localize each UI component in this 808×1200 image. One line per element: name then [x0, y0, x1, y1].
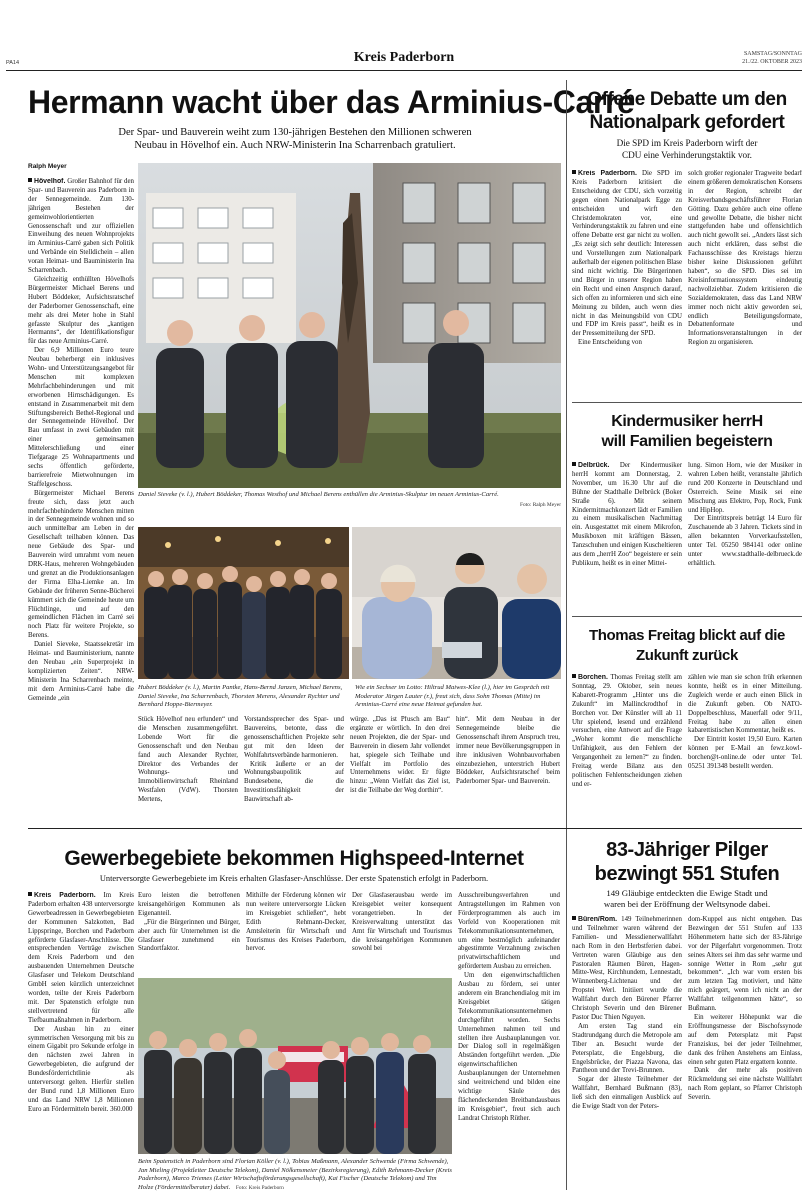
subheadline-line-1: 149 Gläubige entdeckten die Ewige Stadt und: [606, 888, 768, 898]
article-column: [244, 716, 344, 816]
paragraph: Ein weiterer Höhepunkt war die Eröffnungsmesse der Bischofssynode auf dem Petersplatz mit Papst Franziskus, bei der jeder Teilnehmer, dank des frühen Anstehens am Einlass, einen sehr guten Platz ergattern konnte.: [688, 1013, 802, 1066]
headline-line-2: Zukunft zurück: [636, 647, 738, 664]
author: Ralph Meyer: [28, 163, 67, 170]
headline: [572, 626, 802, 666]
paragraph: Thomas Freitag stellt am Sonntag, 29. Oktober, sein neues Kabarett-Programm „Hinter uns die Zukunft“ im Mallinckrodthof in Borchen vor. Der Künstler will ab 11 Uhr spielend, lesend und erzählend versuchen, eine Antwort auf die Frage „Woher kommt die menschliche Unfähigkeit, aus den Fehlern der Vergangenheit zu lernen?“ zu finden. Freitag werde Bilanz aus den politischen Fehlentscheidungen ziehen und er-: [572, 674, 682, 788]
article-column: [138, 716, 238, 816]
photo-group-guests: [138, 527, 349, 679]
paragraph: Gleichzeitig enthüllten Hövelhofs Bürgermeister Michael Berens und Hubert Böddeker, Aufsichtsratschef der Paderborner Genossenschaft, eine mehr als drei Meter hohe in Stahl gefasste Skulptur des „kantigen Hermanns“, der Identifikationsfigur für das neue Arminius-Carré.: [28, 275, 134, 346]
paragraph: würge. „Das ist Pfusch am Bau“ ergänzte er wörtlich. In den drei neuen Projekten, die der Spar- und Bauverein in diesem Jahr vollendet hat, spiegele sich Teilhabe und Vielfalt im Portfolio des Unternehmens wider. Er fügte hinzu: „Wenn Vielfalt das Ziel ist, ist die Teilhabe der Weg dorthin“.: [350, 716, 450, 795]
paragraph: Der Kindermusiker herrH kommt am Donnerstag, 2. November, um 16.30 Uhr auf die Bühne der Stadthalle Delbrück (Boker Straße 6). Mit seinem Kindermitmachkonzert lädt er Familien zu einem musikalischen Nachmittag ein. Ausgestattet mit einem Mikrofon, Musikboxen mit kräftigen Bässen, Tanzschuhen und einigen Kuscheltieren aus dem „herrH Zoo“ begeistere er sein Publikum, heißt es in einer Mittei-: [572, 462, 682, 567]
paragraph: 149 Teilnehmerinnen und Teilnehmer waren während der Familien- und Messdienerwallfahrt nach Rom in den Herbstferien dabei. Vertreten waren Gläubige aus den Pastoralen Räumen Büren, Hagen-Mitte-West, Kirchhundem, Lennestadt, Wünnenberg-Lichtenau und der Propstei Werl. Initiiert wurde die Wallfahrt durch den Bürener Pfarrer Christoph Severin und den Bürener Pastor Duc Thien Nguyen.: [572, 916, 682, 1021]
subheadline-line-2: Neubau in Hövelhof ein. Auch NRW-Ministerin Ina Scharrenbach gratuliert.: [134, 140, 456, 151]
dateline: Büren/Rom.: [578, 916, 618, 923]
article-column: [28, 178, 134, 710]
paragraph: Der Ausbau hin zu einer symmetrischen Versorgung mit bis zu einem Gigabit pro Sekunde erfolge in den nächsten zwei Jahren in Gewerbegebieten, die aufgrund der Bundesförderrichtlinie als unterversorgt gelten. Hierfür stellen der Bund rund 1,8 Millionen Euro und das Land NRW 1,8 Millionen Euro an Fördermitteln bereit. 360.000: [28, 1025, 134, 1113]
subheadline: Unterversorgte Gewerbegebiete im Kreis erhalten Glasfaser-Anschlüsse. Der erste Spatenstich erfolgt in Paderborn.: [99, 874, 489, 883]
subheadline-line-1: Die SPD im Kreis Paderborn wirft der: [616, 138, 758, 148]
headline: Hermann wacht über das Arminius-Carré: [28, 84, 635, 120]
caption-text: Beim Spatenstich in Paderborn sind Florian Köller (v. l.), Tobias Maßmann, Alexander Schwende (Firma Schwende), Jan Mieling (Projektleiter Deutsche Telekom), Daniel Nölkensmeier (Bezirksregierung), Edith Rehmann-Decker (Kreis Paderborn), Marco Triemes (Leiter Wirtschaftsförderungsgesellschaft), Kai Fischer (Deutsche Telekom) und Tim Holze (Fördermittelberater) dabei.: [138, 1158, 452, 1191]
paragraph: „Für die Bürgerinnen und Bürger, aber auch für Unternehmen ist die Glasfaser zunehmend ein Standortfaktor.: [138, 918, 240, 953]
paragraph: Eine Entscheidung von: [578, 339, 642, 347]
article-column: [688, 170, 802, 396]
article-divider: [572, 402, 802, 403]
column-divider: [566, 80, 567, 1190]
photo-caption: Hubert Böddeker (v. l.), Martin Pantke, Hans-Bernd Janzen, Michael Berens, Daniel Sieveke, Ina Scharrenbach, Thorsten Merens, Alexander Rychter und Bernhard Hoppe-Biermeyer.: [138, 684, 343, 709]
subheadline-line-2: waren bei der Eröffnung der Weltsynode dabei.: [603, 899, 771, 910]
subheadline: [60, 126, 530, 152]
paragraph: Vorstandssprecher des Spar- und Bauvereins, betonte, dass die genossenschaftlichen Projekte sehr gut mit den Ideen der Wohlfahrtsverbände harmonieren.: [244, 716, 344, 759]
dateline: Kreis Paderborn.: [578, 170, 637, 177]
article-column: [572, 170, 682, 396]
paragraph: Um den eigenwirtschaftlichen Ausbau zu fördern, sei unter anderem ein Branchendialog mit im Kreisgebiet tätigen Telekommunikationsunternehmen durchgeführt worden. Sechs Unternehmen nahmen teil und stellten ihre Ausbauplanungen vor. Der Dialog soll in regelmäßigen Abständen fortgeführt werden. „Die eigenwirtschaftlichen Ausbauplanungen der Unternehmen sind weitreichend und bilden eine wichtige Säule des flächendeckenden Breitbandausbaus im Kreisgebiet“, freut sich auch Landrat Christoph Rüther.: [458, 972, 560, 1122]
photo-credit: Foto: Ralph Meyer: [519, 502, 561, 508]
paragraph: Daniel Sieveke, Staatssekretär im Heimat- und Bauministerium, nannte den Neubau „ein Superprojekt in komplizierten Zeiten“. NRW-Ministerin Ina Scharrenbach meinte, mit dem Arminius-Carré habe die Gemeinde „ein: [28, 641, 134, 702]
paragraph: Der Eintrittspreis beträgt 14 Euro für Zuschauende ab 3 Jahren. Tickets sind in allen bekannten Vorverkaufsstellen, unter Tel. 05250 984141 oder online unter www.stadthalle-delbrueck.de erhältlich.: [688, 515, 802, 567]
paragraph: Ausschreibungsverfahren und Antragstellungen im Rahmen von Förderprogrammen als auch im Vorfeld von Kooperationen mit Telekommunikationsunternehmen, um eine bestmöglich aufeinander abgestimmte Verzahnung zwischen privatwirtschaftlichem und gefördertem Ausbau zu erreichen.: [458, 892, 560, 971]
paragraph: Der 6,9 Millionen Euro teure Neubau beherbergt ein inklusives Wohn- und Unterstützungsangebot für Menschen mit komplexen Mehrfachbehinderungen und mit erworbenen Hirnschädigungen. Es entstand in Zusammenarbeit mit dem Stiftungsbereich Bethel-Regional und der Sennegemeinde Hövelhof. Der Bau umfasst in zwei Gebäuden mit einer gemeinsamen Mittelerschließung und einer Tiefgarage 25 Wohnapartments und sechs öffentlich geförderte, barrierefreie Mietwohnungen im Staffelgeschoss.: [28, 347, 134, 488]
photo-groundbreaking: [138, 978, 452, 1154]
masthead-rule: [6, 70, 802, 71]
subheadline-line-2: CDU eine Verhinderungstaktik vor.: [622, 149, 752, 160]
article-column: [688, 674, 802, 820]
headline: [572, 412, 802, 452]
bullet-icon: [572, 916, 576, 920]
issue-date-day: SAMSTAG/SONNTAG: [743, 51, 802, 57]
paragraph: lung. Simon Horn, wie der Musiker in wahren Leben heißt, veranstalte jährlich rund 200 Konzerte in Deutschland und Österreich. Seine Musik sei eine Mischung aus Elektro, Pop, Rock, Funk und HipHop.: [688, 462, 802, 514]
article-column: [572, 674, 682, 820]
article-column: [350, 716, 450, 816]
article-column: [352, 892, 452, 974]
photo-credit: Foto: Kreis Paderborn: [235, 1184, 284, 1191]
bullet-icon: [28, 892, 32, 896]
headline-line-1: Thomas Freitag blickt auf die: [589, 627, 785, 644]
dateline: Borchen.: [578, 674, 608, 681]
paragraph: Dank der mehr als positiven Rückmeldung sei eine nächste Wallfahrt nach Rom geplant, so Pfarrer Christoph Severin.: [688, 1067, 802, 1102]
article-column: [456, 716, 560, 816]
dateline: Kreis Paderborn.: [34, 892, 96, 899]
section-divider: [28, 828, 802, 829]
article-column: [28, 892, 134, 1194]
subheadline: [572, 138, 802, 161]
paragraph: solch großer regionaler Tragweite bedarf einem größeren demokratischen Konsens in der Region, schreibt der Kreisverbandsgeschäftsführer Florian Götting. Dazu gehöre auch eine offene und gewollte Debatte, die bisher nicht stattgefunden habe und offensichtlich auch nicht gewollt sei. „Anders lässt sich auch nicht erklären, dass selbst die Fachausschüsse des Kreistags hierzu bisher keine Diskussionen geführt haben“, so die SPD. Dies sei im Kreisinformationssystem eindeutig nachvollziehbar. Zudem kritisieren die Sozialdemokraten, dass das Land NRW immer noch nicht aktiv geworden sei, endlich Beteiligungsformate, Debattenformate und Informationsveranstaltungen in der Region zu organisieren.: [688, 170, 802, 347]
bullet-icon: [572, 170, 576, 174]
paragraph: dom-Kuppel aus nicht entgehen. Das Bezwingen der 551 Stufen auf 133 Höhenmetern hatte sich der 83-Jährige vor der Pilgerfahrt vorgenommen. Trotz seines Alters sei ihm das sehr warme und sonnige Wetter in Rom „sehr gut bekommen“. „Ich war vom ersten bis zum letzten Tag motiviert, und hätte mich geärgert, wenn ich nicht an der Wallfahrt teilgenommen hätte“, so Bußmann.: [688, 916, 802, 1013]
subheadline: [572, 888, 802, 910]
page-number: PA14: [6, 60, 20, 66]
paragraph: Stück Hövelhof neu erfunden“ und die Menschen zusammengeführt. Lobende Wort für die Genossenschaft und den Neubau fand auch Alexander Rychter, Direktor des Verbandes der Wohnungs- und Immobilienwirtschaft Rheinland Westfalen (VdW). Thorsten Mertens,: [138, 716, 238, 804]
section-title: Kreis Paderborn: [353, 50, 455, 65]
paragraph: Bürgermeister Michael Berens freute sich, dass jetzt auch mehrfachbehinderte Menschen mitten in der Sennegemeinde wohnen und so auch unmittelbar am Leben in der Gesellschaft teilhaben können. Das neue Gebäude des Spar- und Bauverein wird umrahmt vom neuen DRK-Haus, mehreren Wohngebäuden und grenzt an die Produktionsanlagen der Firma Elha-Liemke an. Im Gebäude der früheren Senne-Bücherei kümmert sich die Gemeinde heute um Flüchtlinge, und auf den gemeindlichen Flächen im Carré sei noch Platz für weitere Projekte, so Berens.: [28, 489, 134, 640]
subheadline-line-1: Der Spar- und Bauverein weiht zum 130-jährigen Bestehen den Millionen schweren: [118, 127, 472, 138]
article-column: [572, 462, 682, 614]
headline: [572, 838, 802, 886]
dateline: Hövelhof.: [34, 178, 66, 185]
headline: [572, 88, 802, 134]
paragraph: zählen wie man sie schon früh erkennen konnte, heißt es in einer Mitteilung. Zugleich werde er auch einen Blick in die Zukunft geben. Ob NATO-Doppelbeschluss, Mauerfall oder 9/11, Freitag habe zu allen einen kabarettistischen Kommentar, heißt es.: [688, 674, 802, 735]
headline-line-1: Kindermusiker herrH: [611, 413, 763, 430]
article-column: [138, 892, 240, 974]
article-column: [572, 916, 682, 1194]
article-column: [688, 462, 802, 614]
photo-caption: [138, 1158, 452, 1196]
paragraph: Der Glasfaserausbau werde im Kreisgebiet weiter konsequent vorangetrieben. In der Kreisverwaltung unterstützt das Amt für Wirtschaft und Tourismus die kreisangehörigen Kommunen sowohl bei: [352, 892, 452, 953]
headline-line-1: Offene Debatte um den: [587, 89, 787, 110]
bullet-icon: [572, 674, 576, 678]
headline-line-2: Nationalpark gefordert: [589, 112, 785, 133]
bullet-icon: [28, 178, 32, 182]
headline-line-2: will Familien begeistern: [601, 433, 773, 450]
paragraph: hin“. Mit dem Neubau in der Sennegemeinde bleibe die Genossenschaft ihrem Anspruch treu, immer neue Bevölkerungsgruppen in ihre inklusiven Wohnbauvorhaben einzubeziehen, unterstrich Hubert Böddeker, Aufsichtsratschef beim Paderborner Spar- und Bauverein.: [456, 716, 560, 786]
article-column: [246, 892, 346, 974]
issue-date: 21./22. OKTOBER 2023: [742, 59, 802, 65]
dateline: Delbrück.: [578, 462, 610, 469]
headline-line-1: 83-Jähriger Pilger: [606, 839, 768, 861]
paragraph: Großer Bahnhof für den Spar- und Bauverein aus Paderborn in der Sennegemeinde. Zum 130-jährigen Bestehen der gemeinwohlorientierten Genossenschaft und zur offiziellen Einweihung des neuen Wohnprojekts im Arminius-Carré gaben sich Politik und Verbände ein Stelldichein – allen voran Heimat- und Bauministerin Ina Scharrenbach.: [28, 178, 134, 275]
headline: Gewerbegebiete bekommen Highspeed-Internet: [64, 847, 524, 870]
photo-caption: Wie ein Sechser im Lotto: Hiltrud Maiwes-Klee (l.), hier im Gespräch mit Moderator Jürgen Lauter (r.), freut sich, dass Sohn Thomas (Mitte) im Arminius-Carré eine neue Heimat gefunden hat.: [355, 684, 550, 709]
paragraph: Die SPD im Kreis Paderborn kritisiert die Entscheidung der CDU, sich vorzeitig gegen einen Nationalpark Egge zu entscheiden und wirft den Christdemokraten vor, eine Verhinderungstaktik zu fahren und eine offene Debatte erst gar nicht zu wollen. „Es zeigt sich sehr deutlich: Interessen und Vorstellungen zum Nationalpark außerhalb der eigenen politischen Blase sind nicht wichtig. Die Bürgerinnen und Bürger in unserer Region haben ein Recht und einen Anspruch darauf, sich offen zu informieren und sich eine Meinung zu bilden, auch wenn dies nicht in das Meinungsbild von CDU und FDP im Kreis passt“, heißt es in der Pressemitteilung der SPD.: [572, 170, 682, 338]
photo-sculpture-unveiling: [138, 163, 561, 488]
paragraph: Kritik äußerte er an der Wohnungsbaupolitik auf Bundesebene, die die Investitionsfähigkeit der Bauwirtschaft ab-: [244, 760, 344, 804]
photo-lotto-conversation: [352, 527, 561, 679]
article-column: [458, 892, 560, 1194]
article-divider: [572, 616, 802, 617]
photo-caption: Daniel Sieveke (v. l.), Hubert Böddeker, Thomas Westhof und Michael Berens enthüllen die Arminius-Skulptur im neuen Arminius-Carré.: [138, 491, 499, 498]
paragraph: Im Kreis Paderborn erhalten 438 unterversorgte Gewerbeadressen in Gewerbegebieten der Kommunen Salzkotten, Bad Lippspringe, Borchen und Paderborn geförderte Glasfaser-Anschlüsse. Die entsprechenden Verträge zwischen dem Kreis Paderborn und den ausbauenden Unternehmen Deutsche Glasfaser und Telekom Deutschland GmbH seien kürzlich unterzeichnet worden, teilte der Kreis Paderborn mit. Der Spatenstich erfolgte nun stellvertretend für alle Tiefbaumaßnahmen in Paderborn.: [28, 892, 134, 1024]
bullet-icon: [572, 462, 576, 466]
article-column: [688, 916, 802, 1194]
paragraph: Am ersten Tag stand ein Stadtrundgang durch die Metropole am Tiber an. Besucht wurde der Petersplatz, die Engelsburg, die Engelsbrücke, der Piazza Navona, das Pantheon und der Trevi-Brunnen.: [572, 1022, 682, 1075]
paragraph: Mithilfe der Förderung können wir nun weitere unterversorgte Lücken im Kreisgebiet schließen“, hebt Edith Rehmann-Decker, Amtsleiterin für Wirtschaft und Tourismus des Kreises Paderborn, hervor.: [246, 892, 346, 953]
paragraph: Der Eintritt kostet 19,50 Euro. Karten können per E-Mail an fewz.kowl-borchen@t-online.de oder unter Tel. 05251 391348 bestellt werden.: [688, 736, 802, 771]
headline-line-2: bezwingt 551 Stufen: [594, 863, 780, 885]
paragraph: Euro leisten die betroffenen kreisangehörigen Kommunen als Eigenanteil.: [138, 892, 240, 917]
paragraph: Sogar der älteste Teilnehmer der Wallfahrt, Bernhard Bußmann (83), ließ sich den einmaligen Ausblick auf die Ewige Stadt von der Peters-: [572, 1076, 682, 1111]
